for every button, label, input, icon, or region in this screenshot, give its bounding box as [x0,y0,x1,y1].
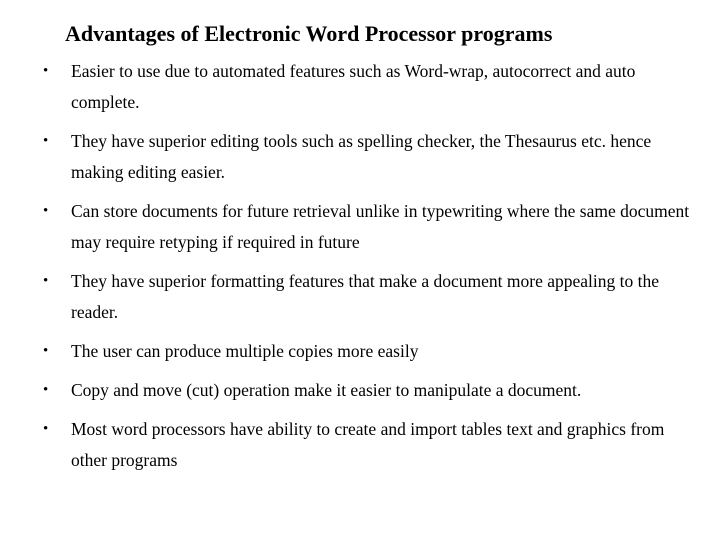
bullet-item [0,336,720,367]
bullet-icon: • [43,133,49,149]
bullet-item [0,375,720,406]
slide-title: Advantages of Electronic Word Processor programs [65,21,553,46]
bullet-item [0,414,720,476]
bullet-icon: • [43,273,49,289]
bullet-item [0,56,720,118]
bullet-icon: • [43,63,49,79]
bullet-icon: • [43,421,49,437]
bullet-text: Can store documents for future retrieval unlike in typewriting where the same document may require retyping if required in future [71,201,690,252]
bullet-icon: • [43,382,49,398]
bullet-text: Easier to use due to automated features such as Word-wrap, autocorrect and auto complete. [71,61,636,112]
bullet-text: The user can produce multiple copies more easily [71,341,419,361]
bullet-item [0,266,720,328]
bullet-item [0,126,720,188]
bullet-text: They have superior formatting features that make a document more appealing to the reader. [71,271,659,322]
bullet-item [0,196,720,258]
bullet-icon: • [43,203,49,219]
bullet-text: Copy and move (cut) operation make it easier to manipulate a document. [71,380,582,400]
bullet-text: They have superior editing tools such as spelling checker, the Thesaurus etc. hence making editing easier. [71,131,652,182]
bullet-text: Most word processors have ability to create and import tables text and graphics from other programs [71,419,665,470]
bullet-list [0,56,720,484]
bullet-icon: • [43,343,49,359]
